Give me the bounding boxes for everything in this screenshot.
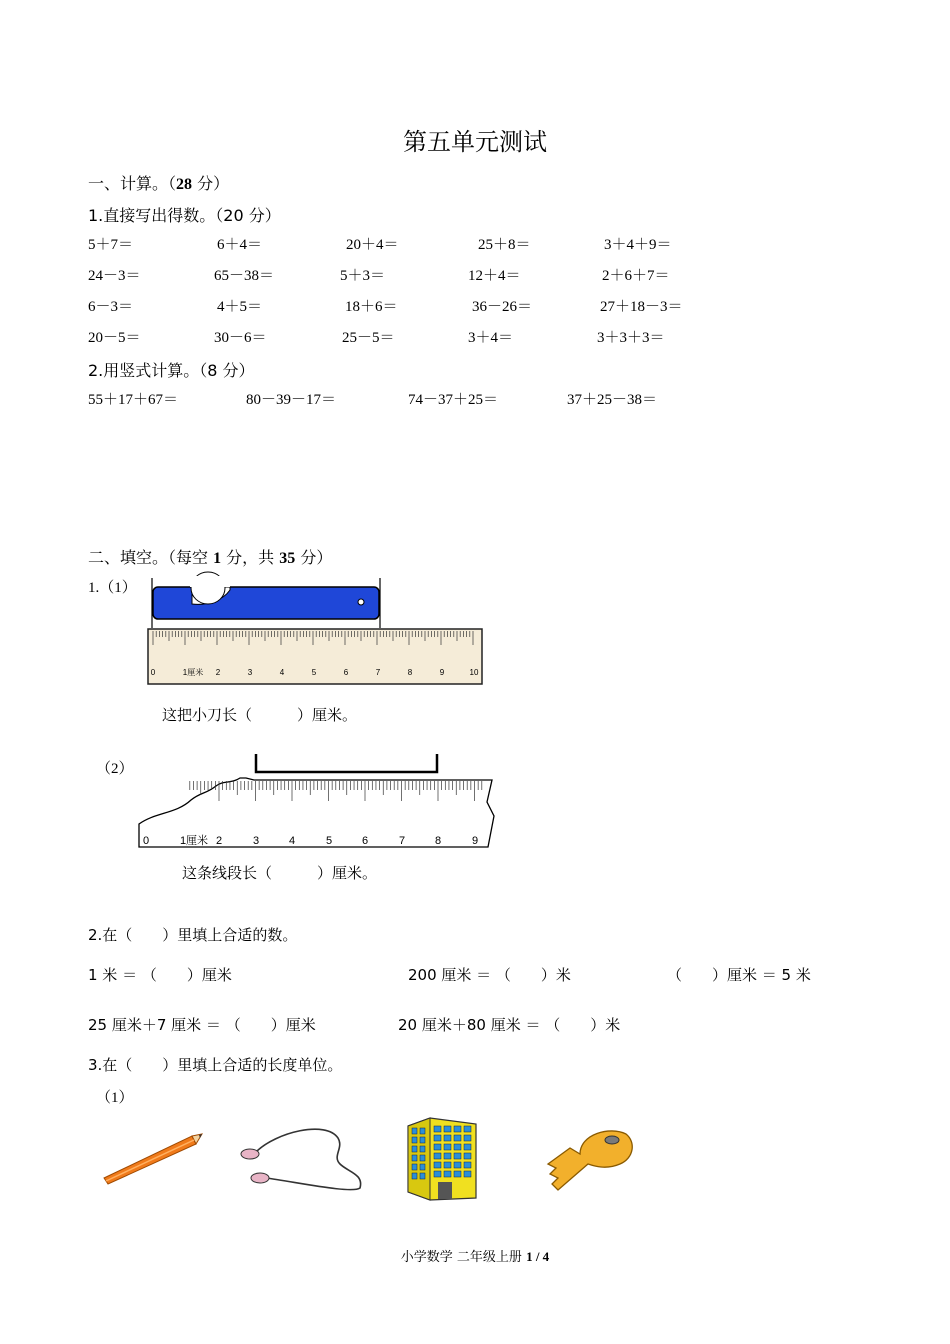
ruler-label: 4	[279, 668, 285, 677]
ruler-label: 3	[247, 668, 253, 677]
ruler-label: 1厘米	[179, 835, 209, 847]
q2-label: 2.在（ ）里填上合适的数。	[88, 926, 298, 944]
building-window	[444, 1162, 451, 1168]
building-window	[412, 1173, 417, 1179]
segment-ruler-figure	[136, 752, 500, 852]
calc-item: 5＋7＝	[88, 237, 134, 253]
conversion-item: 200 厘米 ＝ （ ）米	[408, 966, 571, 984]
calc-item: 4＋5＝	[217, 299, 263, 315]
ruler-label: 1厘米	[182, 668, 204, 677]
building-window	[420, 1164, 425, 1170]
calc-item: 65－38＝	[214, 268, 275, 284]
building-window	[420, 1173, 425, 1179]
calc-item: 3＋4＝	[468, 330, 514, 346]
building-window	[434, 1144, 441, 1150]
conversion-item: 25 厘米＋7 厘米 ＝ （ ）厘米	[88, 1016, 316, 1034]
calc-item: 25－5＝	[342, 330, 395, 346]
ruler-label: 5	[311, 668, 317, 677]
ruler-label: 3	[252, 835, 260, 847]
building-window	[412, 1146, 417, 1152]
building-window	[420, 1137, 425, 1143]
section2-heading: 二、填空。（每空 1 分，共 35 分）	[88, 548, 333, 567]
building-window	[444, 1153, 451, 1159]
ruler-label: 2	[215, 835, 223, 847]
q3-label: 3.在（ ）里填上合适的长度单位。	[88, 1056, 343, 1074]
conversion-item: 20 厘米＋80 厘米 ＝ （ ）米	[398, 1016, 621, 1034]
vertical-calc-item: 55＋17＋67＝	[88, 392, 179, 408]
ruler-label: 2	[215, 668, 221, 677]
calc-item: 6＋4＝	[217, 237, 263, 253]
building-window	[454, 1144, 461, 1150]
ruler-label: 5	[325, 835, 333, 847]
ruler-label: 7	[398, 835, 406, 847]
calc-item: 24－3＝	[88, 268, 141, 284]
building-image	[404, 1116, 480, 1202]
calc-item: 30－6＝	[214, 330, 267, 346]
ruler-label: 0	[150, 668, 156, 677]
ruler-label: 9	[439, 668, 445, 677]
building-window	[444, 1144, 451, 1150]
q1-label: 1.（1）	[88, 580, 137, 596]
vertical-calc-item: 74－37＋25＝	[408, 392, 499, 408]
ruler-label: 6	[361, 835, 369, 847]
building-window	[454, 1153, 461, 1159]
calc-item: 3＋3＋3＝	[597, 330, 665, 346]
q3-sub-label: （1）	[96, 1090, 134, 1106]
calc-item: 20－5＝	[88, 330, 141, 346]
pencil-image	[100, 1130, 206, 1186]
calc-item: 27＋18－3＝	[600, 299, 683, 315]
building-window	[464, 1153, 471, 1159]
calc-item: 20＋4＝	[346, 237, 399, 253]
building-window	[420, 1128, 425, 1134]
calc-item: 6－3＝	[88, 299, 134, 315]
building-window	[464, 1171, 471, 1177]
calc-item: 18＋6＝	[345, 299, 398, 315]
knife-ruler-figure	[146, 576, 486, 688]
rope-image	[236, 1122, 366, 1194]
knife-question: 这把小刀长（ ）厘米。	[162, 706, 358, 724]
building-window	[464, 1135, 471, 1141]
building-window	[420, 1155, 425, 1161]
ruler-label: 6	[343, 668, 349, 677]
page-title: 第五单元测试	[403, 128, 547, 156]
calc-item: 3＋4＋9＝	[604, 237, 672, 253]
building-window	[464, 1144, 471, 1150]
calc-item: 2＋6＋7＝	[602, 268, 670, 284]
building-window	[434, 1162, 441, 1168]
building-window	[420, 1146, 425, 1152]
calc-item: 12＋4＝	[468, 268, 521, 284]
building-window	[412, 1137, 417, 1143]
ruler-label: 10	[469, 668, 479, 677]
building-window	[464, 1126, 471, 1132]
ruler-label: 8	[434, 835, 442, 847]
part1-label: 1.直接写出得数。（20 分）	[88, 206, 281, 225]
key-image	[540, 1124, 636, 1196]
building-window	[454, 1162, 461, 1168]
calc-item: 5＋3＝	[340, 268, 386, 284]
building-window	[412, 1164, 417, 1170]
ruler-label: 9	[471, 835, 479, 847]
building-window	[412, 1128, 417, 1134]
building-window	[444, 1126, 451, 1132]
ruler-label: 8	[407, 668, 413, 677]
building-window	[444, 1171, 451, 1177]
calc-item: 36－26＝	[472, 299, 533, 315]
building-window	[454, 1135, 461, 1141]
building-window	[434, 1126, 441, 1132]
ruler-label: 4	[288, 835, 296, 847]
conversion-item: （ ）厘米 ＝ 5 米	[667, 966, 811, 984]
footer: 小学数学 二年级上册 1 / 4	[400, 1249, 550, 1265]
conversion-item: 1 米 ＝ （ ）厘米	[88, 966, 232, 984]
building-window	[412, 1155, 417, 1161]
building-window	[434, 1153, 441, 1159]
vertical-calc-item: 37＋25－38＝	[567, 392, 658, 408]
segment-question: 这条线段长（ ）厘米。	[182, 864, 378, 882]
building-window	[464, 1162, 471, 1168]
ruler-label: 0	[142, 835, 150, 847]
building-window	[454, 1126, 461, 1132]
building-window	[434, 1135, 441, 1141]
part2-label: 2.用竖式计算。（8 分）	[88, 361, 255, 380]
building-window	[434, 1171, 441, 1177]
building-window	[444, 1135, 451, 1141]
vertical-calc-item: 80－39－17＝	[246, 392, 337, 408]
ruler-label: 7	[375, 668, 381, 677]
section1-heading: 一、计算。（28 分）	[88, 174, 230, 193]
q1-sub2-label: （2）	[96, 761, 134, 777]
building-window	[454, 1171, 461, 1177]
calc-item: 25＋8＝	[478, 237, 531, 253]
